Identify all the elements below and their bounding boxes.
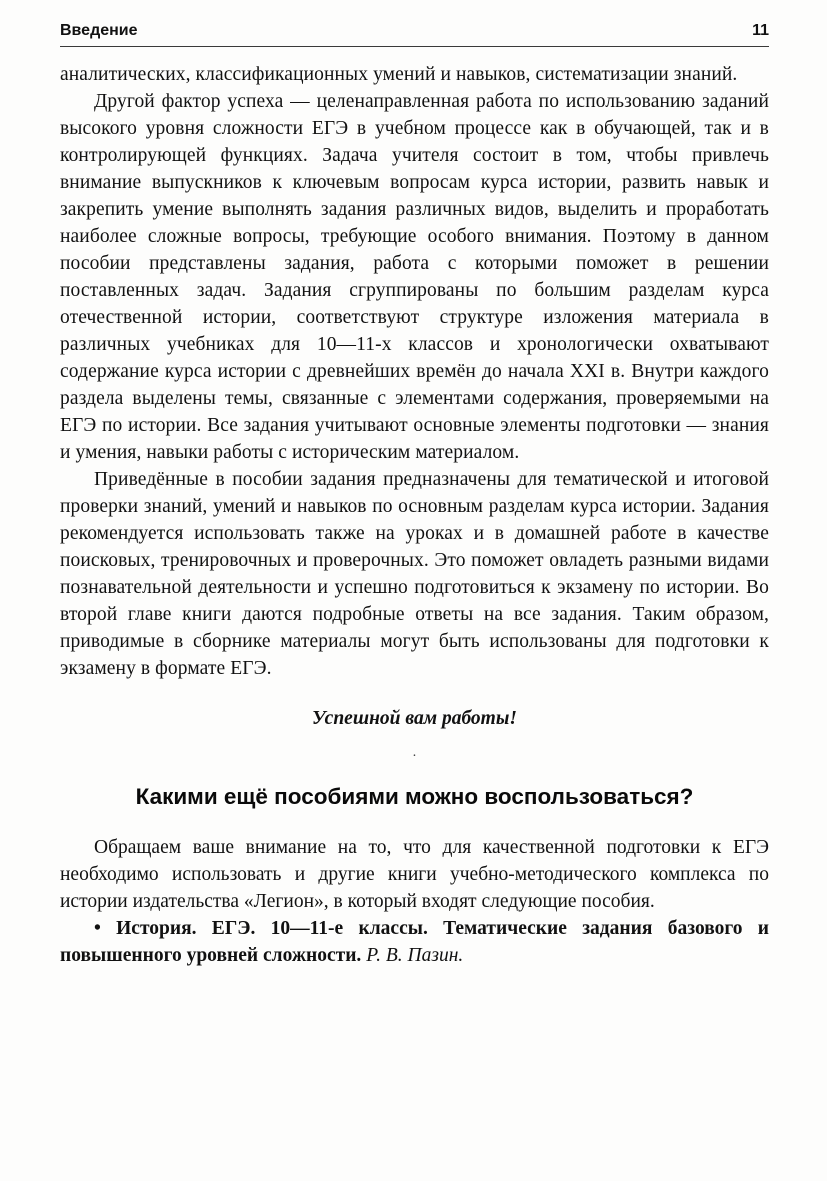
- book-author: Р. В. Пазин.: [366, 945, 464, 966]
- divider-mark: ·: [412, 749, 417, 764]
- chapter-title: Введение: [60, 22, 138, 39]
- book-title: • История. ЕГЭ. 10—11-е классы. Тематические задания базового и повышенного уровней сложности.: [60, 918, 769, 966]
- main-text: [60, 61, 769, 682]
- section-body: [60, 834, 769, 969]
- page-number: 11: [752, 22, 769, 39]
- paragraph: Приведённые в пособии задания предназначены для тематической и итоговой проверки знаний, умений и навыков по основным разделам курса истории. Задания рекомендуется использовать также на уроках и в домашней работе в качестве поисковых, тренировочных и проверочных. Это поможет овладеть разными видами познавательной деятельности и успешно подготовиться к экзамену по истории. Во второй главе книги даются подробные ответы на все задания. Таким образом, приводимые в сборнике материалы могут быть использованы для подготовки к экзамену в формате ЕГЭ.: [60, 469, 769, 679]
- section-heading: Какими ещё пособиями можно воспользоваться?: [135, 784, 694, 809]
- book-list-item: [60, 915, 769, 969]
- motto-line: Успешной вам работы!: [312, 708, 517, 729]
- paragraph: аналитических, классификационных умений и навыков, систематизации знаний.: [60, 64, 738, 85]
- paragraph: Обращаем ваше внимание на то, что для качественной подготовки к ЕГЭ необходимо использовать и другие книги учебно-методического комплекса по истории издательства «Легион», в который входят следующие пособия.: [60, 837, 769, 912]
- paragraph: Другой фактор успеха — целенаправленная работа по использованию заданий высокого уровня сложности ЕГЭ в учебном процессе как в обучающей, так и в контролирующей функциях. Задача учителя состоит в том, чтобы привлечь внимание выпускников к ключевым вопросам курса истории, развить навык и закрепить умение выполнять задания различных видов, выделить и проработать наиболее сложные вопросы, требующие особого внимания. Поэтому в данном пособии представлены задания, работа с которыми поможет в решении поставленных задач. Задания сгруппированы по большим разделам курса отечественной истории, соответствуют структуре изложения материала в различных учебниках для 10—11-х классов и хронологически охватывают содержание курса истории с древнейших времён до начала XXI в. Внутри каждого раздела выделены темы, связанные с элементами содержания, проверяемыми на ЕГЭ по истории. Все задания учитывают основные элементы подготовки — знания и умения, навыки работы с историческим материалом.: [60, 91, 769, 463]
- running-head: [60, 22, 769, 47]
